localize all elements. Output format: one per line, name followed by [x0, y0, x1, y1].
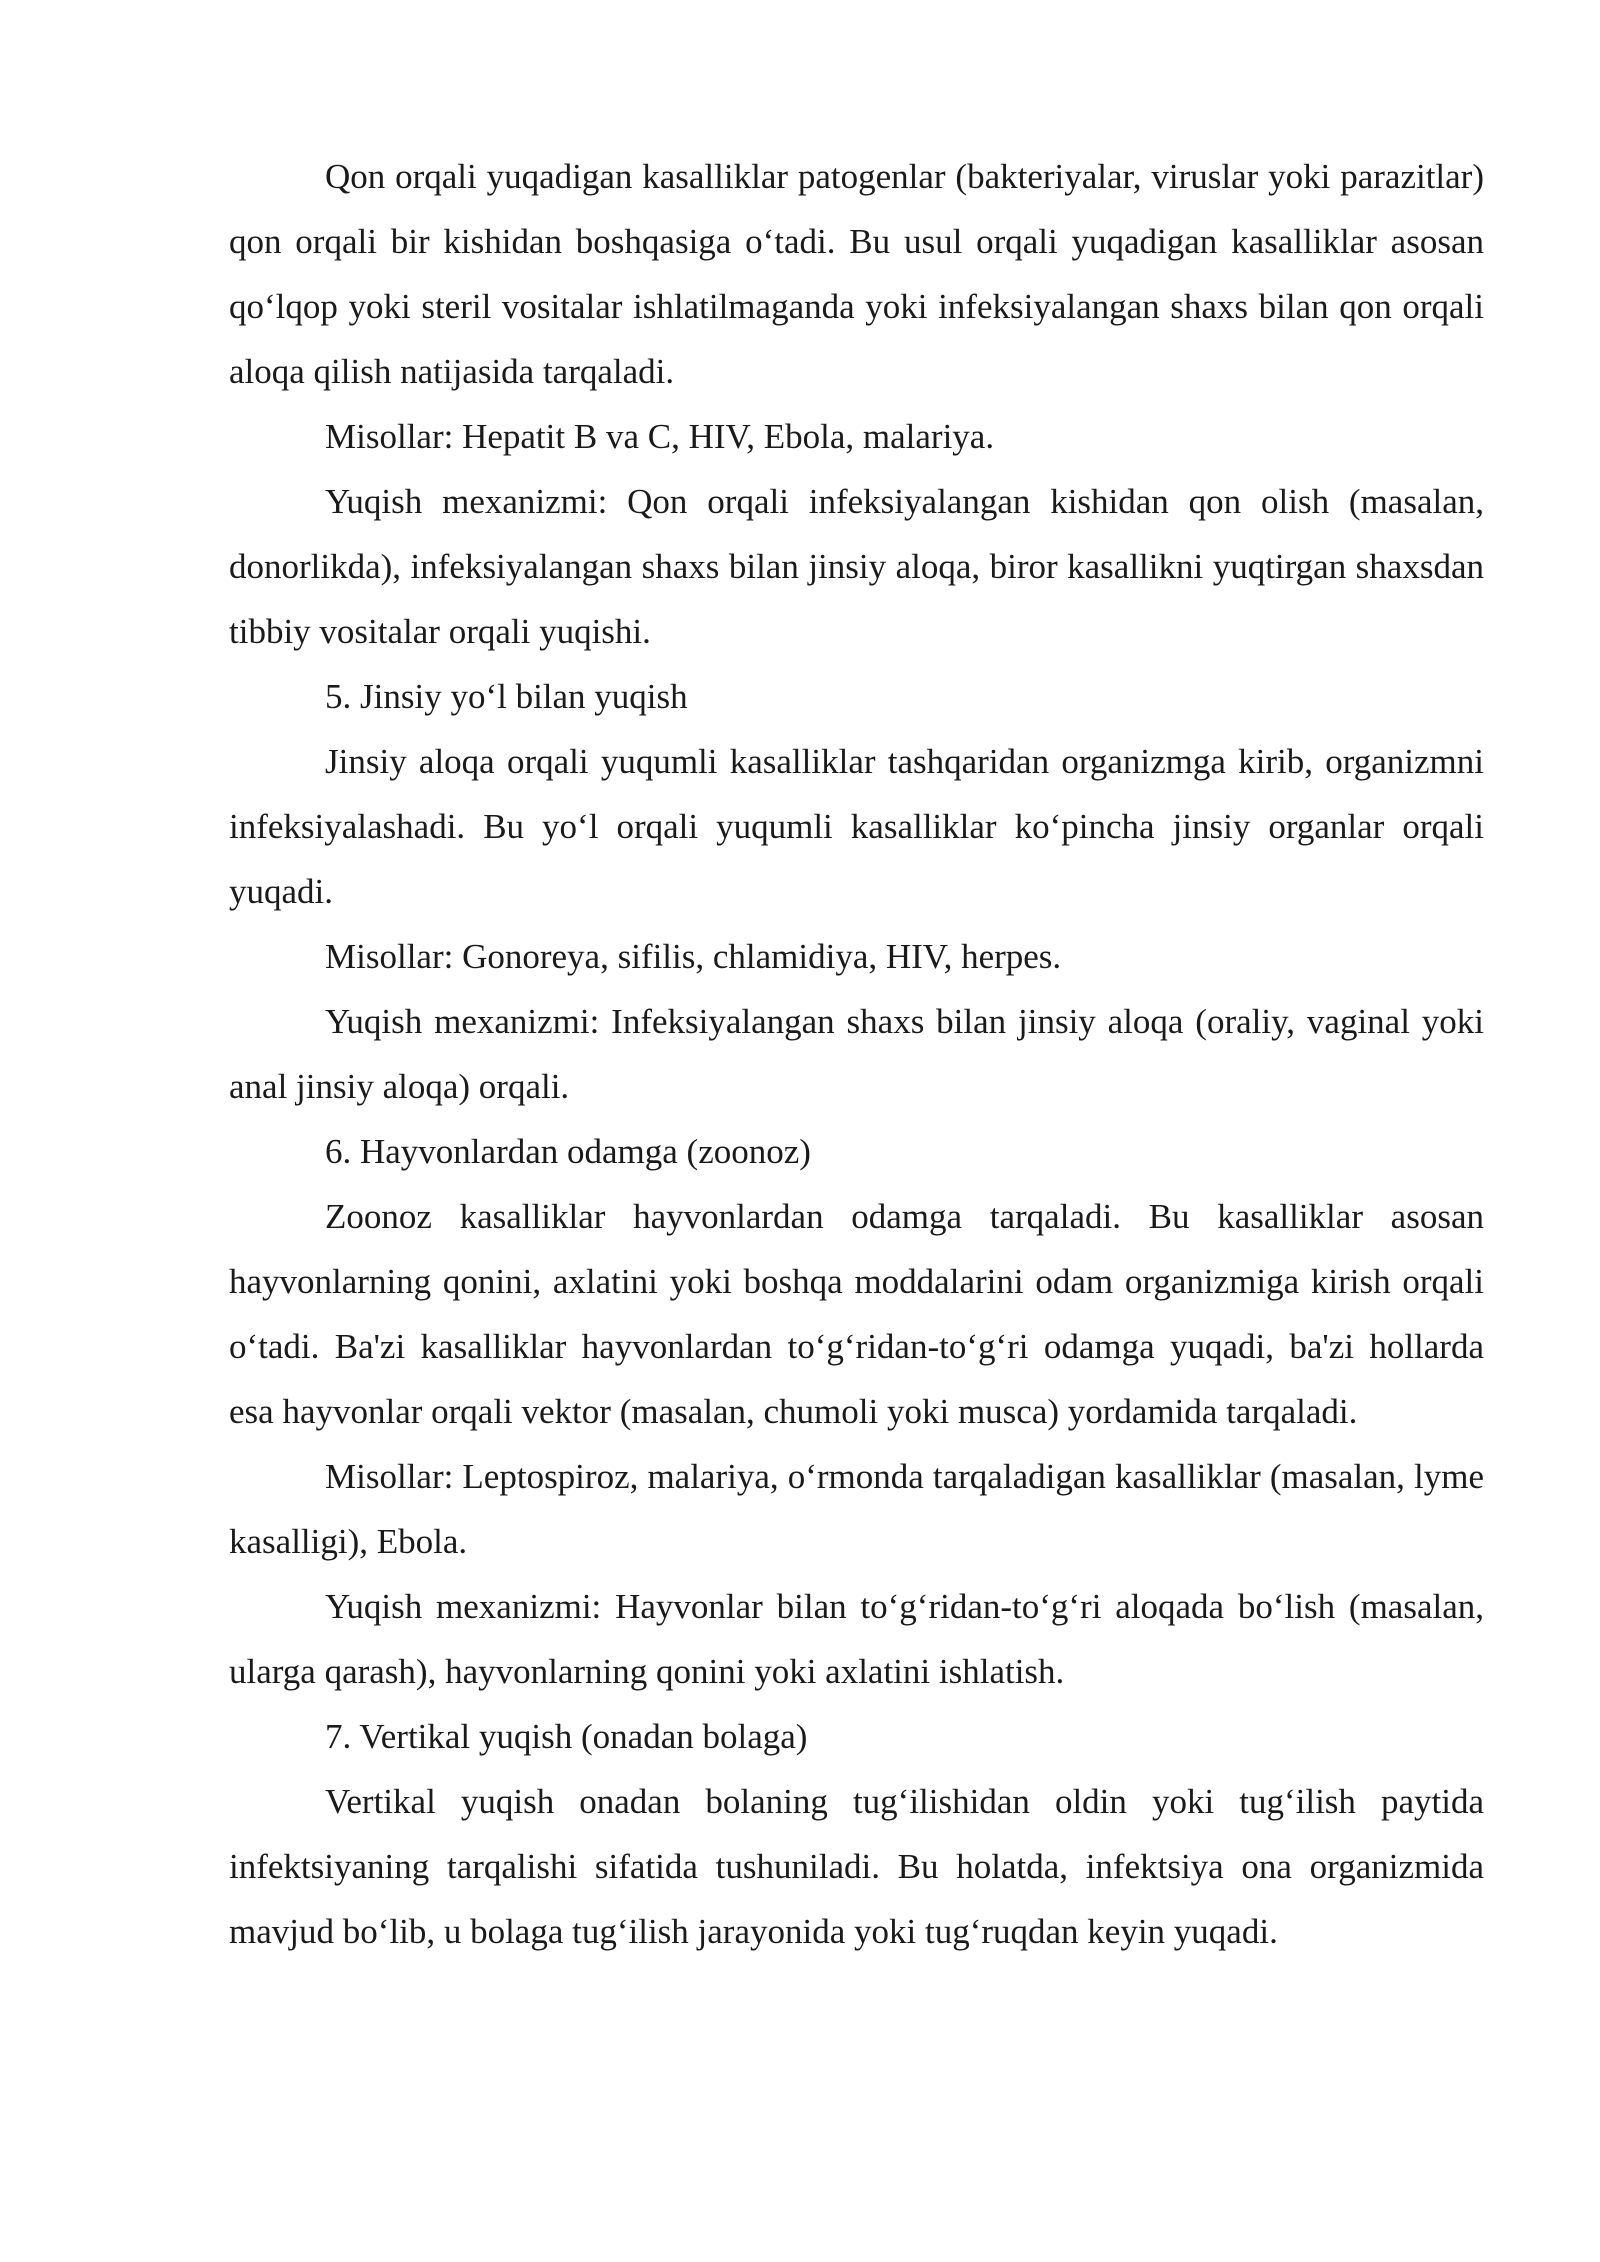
- section-heading-sexual-transmission: 5. Jinsiy yo‘l bilan yuqish: [325, 677, 688, 716]
- paragraph-sexual-intro: Jinsiy aloqa orqali yuqumli kasalliklar tashqaridan organizmga kirib, organizmni infeksiyalashadi. Bu yo‘l orqali yuqumli kasalliklar ko‘pincha jinsiy organlar orqali yuqadi.: [229, 742, 1484, 911]
- paragraph-bloodborne-examples: Misollar: Hepatit B va C, HIV, Ebola, malariya.: [325, 417, 995, 456]
- section-heading-vertical-transmission: 7. Vertikal yuqish (onadan bolaga): [325, 1717, 808, 1756]
- paragraph-sexual-mechanism: Yuqish mexanizmi: Infeksiyalangan shaxs bilan jinsiy aloqa (oraliy, vaginal yoki anal jinsiy aloqa) orqali.: [229, 1002, 1484, 1106]
- paragraph-bloodborne-intro: Qon orqali yuqadigan kasalliklar patogenlar (bakteriyalar, viruslar yoki parazitlar) qon orqali bir kishidan boshqasiga o‘tadi. Bu usul orqali yuqadigan kasalliklar asosan qo‘lqop yoki steril vositalar ishlatilmaganda yoki infeksiyalangan shaxs bilan qon orqali aloqa qilish natijasida tarqaladi.: [229, 157, 1484, 391]
- paragraph-zoonosis-mechanism: Yuqish mexanizmi: Hayvonlar bilan to‘g‘ridan-to‘g‘ri aloqada bo‘lish (masalan, ularga qarash), hayvonlarning qonini yoki axlatini ishlatish.: [229, 1587, 1484, 1691]
- section-heading-zoonosis: 6. Hayvonlardan odamga (zoonoz): [325, 1132, 811, 1171]
- paragraph-zoonosis-intro: Zoonoz kasalliklar hayvonlardan odamga tarqaladi. Bu kasalliklar asosan hayvonlarning qonini, axlatini yoki boshqa moddalarini odam organizmiga kirish orqali o‘tadi. Ba'zi kasalliklar hayvonlardan to‘g‘ridan-to‘g‘ri odamga yuqadi, ba'zi hollarda esa hayvonlar orqali vektor (masalan, chumoli yoki musca) yordamida tarqaladi.: [229, 1197, 1484, 1431]
- paragraph-vertical-intro: Vertikal yuqish onadan bolaning tug‘ilishidan oldin yoki tug‘ilish paytida infektsiyaning tarqalishi sifatida tushuniladi. Bu holatda, infektsiya ona organizmida mavjud bo‘lib, u bolaga tug‘ilish jarayonida yoki tug‘ruqdan keyin yuqadi.: [229, 1782, 1484, 1951]
- paragraph-bloodborne-mechanism: Yuqish mexanizmi: Qon orqali infeksiyalangan kishidan qon olish (masalan, donorlikda), infeksiyalangan shaxs bilan jinsiy aloqa, biror kasallikni yuqtirgan shaxsdan tibbiy vositalar orqali yuqishi.: [229, 482, 1484, 651]
- paragraph-sexual-examples: Misollar: Gonoreya, sifilis, chlamidiya, HIV, herpes.: [325, 937, 1062, 976]
- paragraph-zoonosis-examples: Misollar: Leptospiroz, malariya, o‘rmonda tarqaladigan kasalliklar (masalan, lyme kasalligi), Ebola.: [229, 1457, 1484, 1561]
- document-page: [229, 144, 1484, 1964]
